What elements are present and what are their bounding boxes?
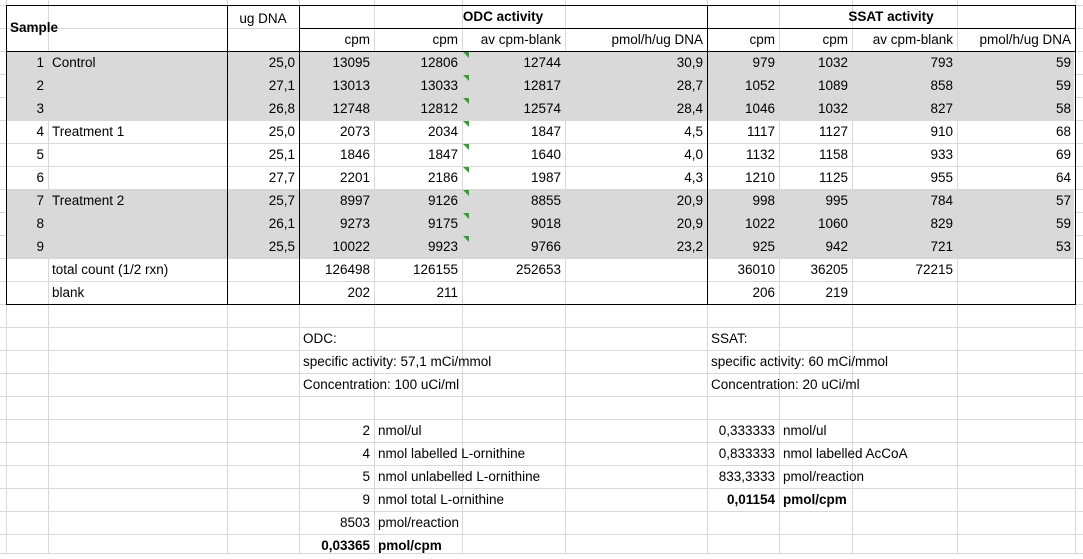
odc-column-header[interactable]: av cpm-blank xyxy=(480,32,561,47)
ssat-value-cell[interactable]: 1032 xyxy=(817,101,848,116)
odc-value-cell[interactable]: 12744 xyxy=(523,55,561,70)
comment-indicator xyxy=(463,98,469,104)
ssat-value-cell[interactable]: 933 xyxy=(930,147,953,162)
total-ssat-cell[interactable]: 36205 xyxy=(810,262,848,277)
ssat-value-cell[interactable]: 910 xyxy=(930,124,953,139)
grid-row-line xyxy=(0,396,1083,397)
ssat-value-cell[interactable]: 68 xyxy=(1055,124,1071,139)
table-border xyxy=(6,5,1076,6)
table-border xyxy=(1075,5,1076,304)
odc-value-cell[interactable]: 28,7 xyxy=(676,78,703,93)
ug-dna-cell[interactable]: 26,8 xyxy=(268,101,295,116)
ssat-value-cell[interactable]: 58 xyxy=(1055,101,1071,116)
ssat-column-header[interactable]: cpm xyxy=(749,32,775,47)
ssat-value-cell[interactable]: 1022 xyxy=(744,216,775,231)
comment-indicator xyxy=(463,121,469,127)
odc-value-cell[interactable]: 12574 xyxy=(523,101,561,116)
sample-number-cell[interactable]: 1 xyxy=(36,55,44,70)
blank-label[interactable]: blank xyxy=(52,285,85,300)
total-count-label[interactable]: total count (1/2 rxn) xyxy=(52,262,169,277)
ssat-calc-unit[interactable]: pmol/reaction xyxy=(783,469,865,484)
ssat-calc-value[interactable]: 833,3333 xyxy=(718,469,775,484)
odc-calc-unit[interactable]: nmol labelled L-ornithine xyxy=(378,446,526,461)
odc-value-cell[interactable]: 4,0 xyxy=(684,147,703,162)
odc-calc-unit[interactable]: nmol total L-ornithine xyxy=(378,492,505,507)
ssat-value-cell[interactable]: 1132 xyxy=(745,147,775,162)
odc-calc-value[interactable]: 9 xyxy=(362,492,370,507)
ssat-calc-unit[interactable]: pmol/cpm xyxy=(783,492,847,507)
ssat-value-cell[interactable]: 1127 xyxy=(818,124,848,139)
table-border xyxy=(299,5,300,304)
ssat-value-cell[interactable]: 57 xyxy=(1055,193,1071,208)
ug-dna-cell[interactable]: 25,0 xyxy=(268,55,295,70)
sample-label-cell[interactable]: Treatment 1 xyxy=(52,124,125,139)
odc-calc-value[interactable]: 5 xyxy=(362,469,370,484)
ssat-value-cell[interactable]: 829 xyxy=(930,216,953,231)
sample-number-cell[interactable]: 9 xyxy=(36,239,44,254)
ssat-calc-unit[interactable]: nmol/ul xyxy=(783,423,827,438)
ug-dna-cell[interactable]: 27,7 xyxy=(268,170,295,185)
ssat-value-cell[interactable]: 827 xyxy=(930,101,953,116)
ssat-calc-unit[interactable]: nmol labelled AcCoA xyxy=(783,446,908,461)
sample-number-cell[interactable]: 3 xyxy=(36,101,44,116)
odc-value-cell[interactable]: 10022 xyxy=(332,239,370,254)
comment-indicator xyxy=(463,236,469,242)
ssat-value-cell[interactable]: 995 xyxy=(825,193,848,208)
ug-dna-cell[interactable]: 25,1 xyxy=(268,147,295,162)
total-odc-cell[interactable]: 126155 xyxy=(412,262,458,277)
odc-value-cell[interactable]: 9018 xyxy=(530,216,561,231)
ssat-calc-value[interactable]: 0,833333 xyxy=(718,446,775,461)
table-border xyxy=(299,28,1075,29)
odc-value-cell[interactable]: 23,2 xyxy=(676,239,703,254)
odc-calc-value[interactable]: 4 xyxy=(362,446,370,461)
ssat-concentration[interactable]: Concentration: 20 uCi/ml xyxy=(711,377,860,392)
sample-label-cell[interactable]: Control xyxy=(52,55,96,70)
comment-indicator xyxy=(463,75,469,81)
odc-value-cell[interactable]: 9923 xyxy=(427,239,458,254)
odc-value-cell[interactable]: 4,5 xyxy=(684,124,703,139)
ssat-calc-value[interactable]: 0,01154 xyxy=(726,492,775,507)
ssat-value-cell[interactable]: 1032 xyxy=(817,55,848,70)
total-odc-cell[interactable]: 126498 xyxy=(324,262,370,277)
odc-calc-value[interactable]: 0,03365 xyxy=(321,538,370,553)
ssat-value-cell[interactable]: 1210 xyxy=(744,170,775,185)
ssat-activity-header[interactable]: SSAT activity xyxy=(848,9,934,24)
sample-label-cell[interactable] xyxy=(48,97,227,120)
odc-concentration[interactable]: Concentration: 100 uCi/ml xyxy=(303,377,460,392)
ug-dna-cell[interactable]: 25,0 xyxy=(268,124,295,139)
ssat-value-cell[interactable]: 925 xyxy=(752,239,775,254)
ug-dna-cell[interactable]: 26,1 xyxy=(268,216,295,231)
ssat-info-title[interactable]: SSAT: xyxy=(711,331,748,346)
odc-info-title[interactable]: ODC: xyxy=(303,331,337,346)
ssat-value-cell[interactable]: 784 xyxy=(930,193,953,208)
blank-ssat-cell[interactable]: 219 xyxy=(825,285,848,300)
odc-calc-unit[interactable]: nmol unlabelled L-ornithine xyxy=(378,469,541,484)
ssat-specific-activity[interactable]: specific activity: 60 mCi/mmol xyxy=(711,354,889,369)
ssat-value-cell[interactable]: 1158 xyxy=(818,147,848,162)
odc-value-cell[interactable]: 9766 xyxy=(530,239,561,254)
odc-calc-unit[interactable]: pmol/cpm xyxy=(378,538,442,553)
ug-dna-cell[interactable]: 27,1 xyxy=(268,78,295,93)
odc-value-cell[interactable]: 4,3 xyxy=(684,170,703,185)
comment-indicator xyxy=(463,213,469,219)
table-border xyxy=(227,5,228,304)
odc-value-cell[interactable]: 8997 xyxy=(339,193,370,208)
sample-label-cell[interactable] xyxy=(48,212,227,235)
odc-specific-activity[interactable]: specific activity: 57,1 mCi/mmol xyxy=(303,354,492,369)
total-odc-cell[interactable]: 252653 xyxy=(515,262,561,277)
ssat-value-cell[interactable]: 64 xyxy=(1055,170,1071,185)
ssat-value-cell[interactable]: 998 xyxy=(752,193,775,208)
odc-value-cell[interactable]: 13013 xyxy=(332,78,370,93)
table-border xyxy=(6,5,7,304)
ssat-value-cell[interactable]: 793 xyxy=(930,55,953,70)
ssat-value-cell[interactable]: 1052 xyxy=(744,78,775,93)
odc-value-cell[interactable]: 1846 xyxy=(339,147,370,162)
odc-value-cell[interactable]: 12812 xyxy=(420,101,458,116)
odc-value-cell[interactable]: 9273 xyxy=(339,216,370,231)
odc-calc-value[interactable]: 8503 xyxy=(339,515,370,530)
ssat-value-cell[interactable]: 1089 xyxy=(817,78,848,93)
grid-row-line xyxy=(0,327,1083,328)
sample-label-cell[interactable] xyxy=(48,143,227,166)
odc-calc-value[interactable]: 2 xyxy=(362,423,370,438)
total-ssat-cell[interactable]: 36010 xyxy=(737,262,775,277)
total-ssat-cell[interactable]: 72215 xyxy=(915,262,953,277)
odc-value-cell[interactable]: 12817 xyxy=(523,78,561,93)
odc-value-cell[interactable]: 9175 xyxy=(427,216,458,231)
odc-value-cell[interactable]: 1847 xyxy=(427,147,458,162)
blank-odc-cell[interactable]: 202 xyxy=(347,285,370,300)
sample-label-cell[interactable]: Treatment 2 xyxy=(52,193,125,208)
ssat-value-cell[interactable]: 1046 xyxy=(744,101,775,116)
odc-value-cell[interactable]: 1987 xyxy=(530,170,561,185)
odc-activity-header[interactable]: ODC activity xyxy=(462,9,544,24)
sample-number-cell[interactable]: 6 xyxy=(36,170,44,185)
sample-number-cell[interactable]: 7 xyxy=(36,193,44,208)
ssat-value-cell[interactable]: 955 xyxy=(930,170,953,185)
sample-number-cell[interactable]: 4 xyxy=(36,124,44,139)
odc-value-cell[interactable]: 28,4 xyxy=(676,101,703,116)
odc-value-cell[interactable]: 2034 xyxy=(427,124,458,139)
ssat-value-cell[interactable]: 69 xyxy=(1055,147,1071,162)
odc-column-header[interactable]: pmol/h/ug DNA xyxy=(611,32,703,47)
ug-dna-cell[interactable]: 25,5 xyxy=(268,239,295,254)
odc-value-cell[interactable]: 12748 xyxy=(332,101,370,116)
sample-label-cell[interactable] xyxy=(48,74,227,97)
sample-label-cell[interactable] xyxy=(48,166,227,189)
odc-value-cell[interactable]: 13033 xyxy=(420,78,458,93)
table-border xyxy=(6,304,1076,305)
comment-indicator xyxy=(463,144,469,150)
blank-odc-cell[interactable]: 211 xyxy=(436,285,458,300)
ssat-value-cell[interactable]: 1117 xyxy=(746,124,775,139)
odc-value-cell[interactable]: 9126 xyxy=(427,193,458,208)
odc-value-cell[interactable]: 1847 xyxy=(530,124,561,139)
ssat-value-cell[interactable]: 979 xyxy=(752,55,775,70)
ssat-value-cell[interactable]: 59 xyxy=(1055,78,1071,93)
ssat-value-cell[interactable]: 858 xyxy=(930,78,953,93)
sample-number-cell[interactable]: 8 xyxy=(36,216,44,231)
odc-value-cell[interactable]: 2186 xyxy=(427,170,458,185)
table-border xyxy=(707,5,708,304)
sample-header[interactable]: Sample xyxy=(10,20,59,35)
sample-number-cell[interactable]: 2 xyxy=(36,78,44,93)
ssat-column-header[interactable]: pmol/h/ug DNA xyxy=(979,32,1071,47)
ssat-column-header[interactable]: av cpm-blank xyxy=(872,32,953,47)
odc-value-cell[interactable]: 20,9 xyxy=(676,193,703,208)
ssat-value-cell[interactable]: 942 xyxy=(825,239,848,254)
table-border xyxy=(6,51,1076,52)
comment-indicator xyxy=(463,190,469,196)
odc-column-header[interactable]: cpm xyxy=(344,32,370,47)
ssat-calc-value[interactable]: 0,333333 xyxy=(718,423,775,438)
blank-ssat-cell[interactable]: 206 xyxy=(752,285,775,300)
ssat-value-cell[interactable]: 721 xyxy=(930,239,953,254)
ssat-value-cell[interactable]: 1060 xyxy=(817,216,848,231)
odc-value-cell[interactable]: 13095 xyxy=(332,55,370,70)
ssat-column-header[interactable]: cpm xyxy=(822,32,848,47)
comment-indicator xyxy=(463,167,469,173)
ssat-value-cell[interactable]: 59 xyxy=(1055,216,1071,231)
ug-dna-header[interactable]: ug DNA xyxy=(239,11,287,26)
odc-calc-unit[interactable]: pmol/reaction xyxy=(378,515,460,530)
sample-number-cell[interactable]: 5 xyxy=(36,147,44,162)
odc-value-cell[interactable]: 8855 xyxy=(530,193,561,208)
odc-value-cell[interactable]: 30,9 xyxy=(676,55,703,70)
odc-column-header[interactable]: cpm xyxy=(432,32,458,47)
odc-value-cell[interactable]: 20,9 xyxy=(676,216,703,231)
ssat-value-cell[interactable]: 1125 xyxy=(818,170,848,185)
ssat-value-cell[interactable]: 59 xyxy=(1055,55,1071,70)
odc-value-cell[interactable]: 1640 xyxy=(530,147,561,162)
sample-label-cell[interactable] xyxy=(48,235,227,258)
odc-value-cell[interactable]: 2073 xyxy=(339,124,370,139)
odc-calc-unit[interactable]: nmol/ul xyxy=(378,423,422,438)
ssat-value-cell[interactable]: 53 xyxy=(1055,239,1071,254)
ug-dna-cell[interactable]: 25,7 xyxy=(268,193,295,208)
comment-indicator xyxy=(463,52,469,58)
odc-value-cell[interactable]: 12806 xyxy=(420,55,458,70)
odc-value-cell[interactable]: 2201 xyxy=(339,170,370,185)
